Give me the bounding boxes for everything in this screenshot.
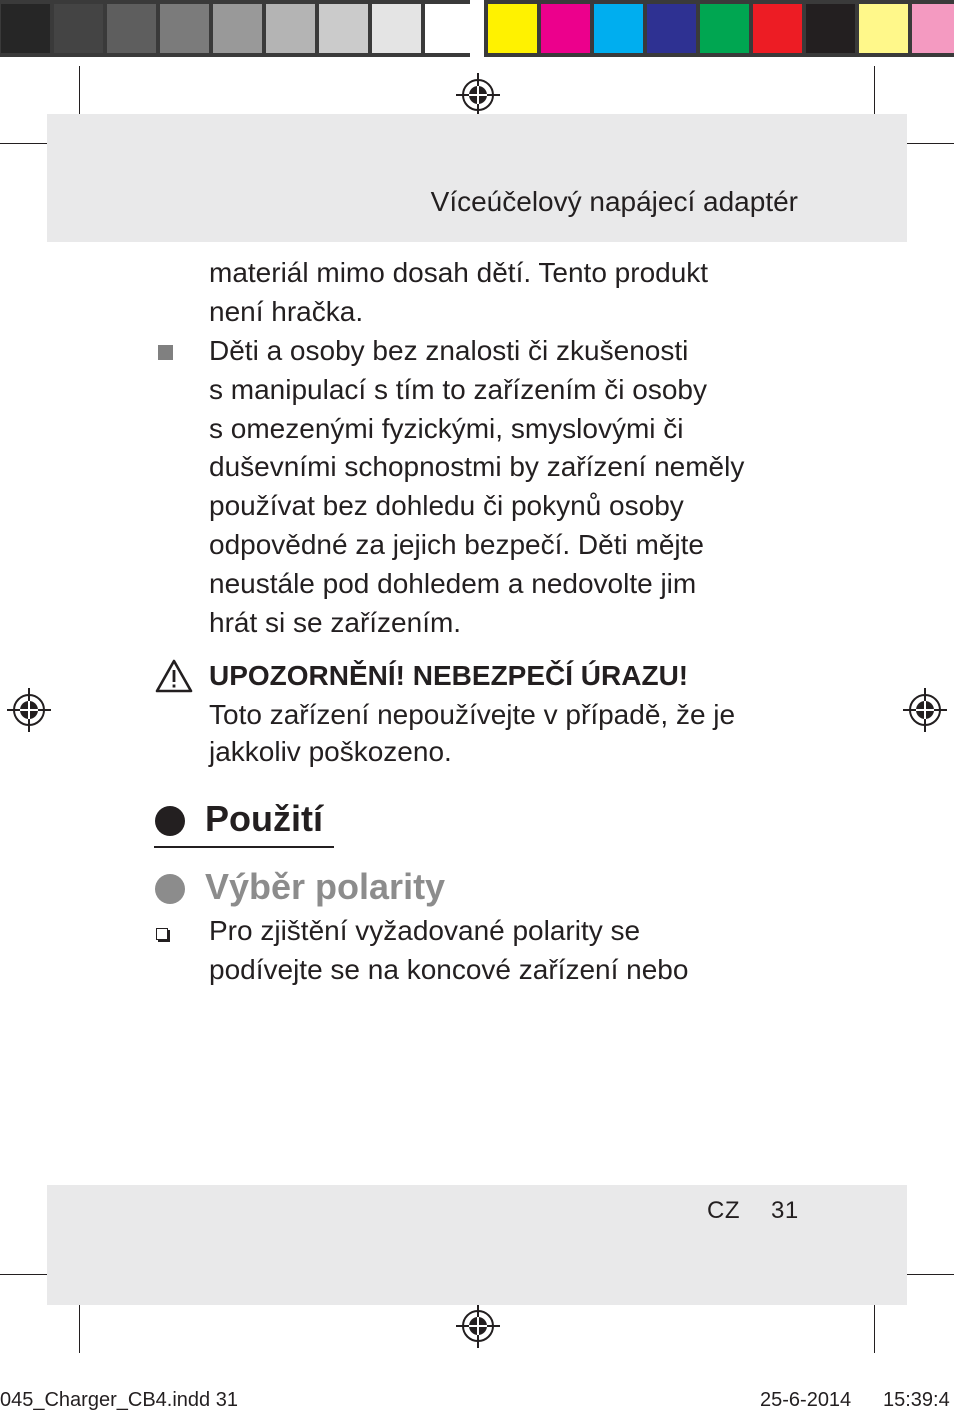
text-line: materiál mimo dosah dětí. Tento produkt — [209, 257, 709, 288]
text-line: Děti a osoby bez znalosti či zkušenosti — [209, 335, 689, 366]
color-swatch — [488, 4, 537, 53]
text-line: s manipulací s tím to zařízením či osoby — [209, 373, 707, 405]
crop-mark — [874, 1297, 875, 1353]
gray-swatch — [266, 4, 315, 53]
gray-swatch — [107, 4, 156, 53]
color-swatch — [806, 4, 855, 53]
gray-swatch — [213, 4, 262, 53]
registration-mark-icon — [7, 688, 51, 732]
warning-triangle-icon — [155, 659, 193, 693]
slug-time: 15:39:4 — [883, 1389, 950, 1411]
subsection-heading: Výběr polarity — [205, 866, 446, 907]
registration-mark-icon — [456, 1304, 500, 1348]
text-line: odpovědné za jejich bezpečí. Děti mějte — [209, 528, 704, 560]
heading-bullet-icon — [155, 806, 185, 836]
color-swatch — [859, 4, 908, 53]
text-line: neustále pod dohledem a nedovolte jim — [209, 567, 697, 599]
header-band — [47, 114, 907, 242]
square-bullet-icon — [158, 345, 173, 360]
text-line: Pro zjištění vyžadované polarity se — [209, 915, 641, 946]
crop-mark — [79, 1297, 80, 1353]
gray-swatch — [54, 4, 103, 53]
running-title: Víceúčelový napájecí adaptér — [430, 186, 798, 217]
slug-date: 25-6-2014 — [760, 1389, 852, 1411]
text-line: jakkoliv poškozeno. — [209, 735, 452, 767]
registration-mark-icon — [903, 688, 947, 732]
warning-title: UPOZORNĚNÍ! NEBEZPEČÍ ÚRAZU! — [209, 660, 689, 691]
color-swatch — [912, 4, 954, 53]
color-swatch — [753, 4, 802, 53]
text-line: podívejte se na koncové zařízení nebo — [209, 953, 689, 985]
color-swatch — [700, 4, 749, 53]
registration-mark-icon — [456, 73, 500, 117]
text-line: není hračka. — [209, 295, 364, 327]
text-line: hrát si se zařízením. — [209, 606, 462, 638]
heading-underline — [154, 846, 334, 848]
warning-text — [209, 697, 735, 770]
gray-swatch — [372, 4, 421, 53]
text-line: používat bez dohledu či pokynů osoby — [209, 490, 684, 522]
checkbox-icon — [156, 928, 168, 940]
text-line: s omezenými fyzickými, smyslovými či — [209, 412, 684, 444]
language-code: CZ — [707, 1197, 740, 1224]
gray-swatch — [425, 4, 474, 53]
text-line: duševními schopnostmi by zařízení neměly — [209, 451, 745, 483]
gray-swatch — [319, 4, 368, 53]
color-swatch — [594, 4, 643, 53]
color-swatch — [541, 4, 590, 53]
page-number: 31 — [771, 1197, 799, 1224]
subheading-bullet-icon — [155, 874, 185, 904]
bullet-paragraph — [209, 332, 744, 642]
gray-swatch — [1, 4, 50, 53]
section-heading: Použití — [205, 798, 323, 839]
continuation-text — [209, 254, 708, 332]
slug-file-name: 045_Charger_CB4.indd 31 — [0, 1389, 238, 1411]
text-line: Toto zařízení nepoužívejte v případě, že je — [209, 699, 736, 730]
gray-swatch — [160, 4, 209, 53]
color-swatch — [647, 4, 696, 53]
step-text — [209, 912, 688, 990]
